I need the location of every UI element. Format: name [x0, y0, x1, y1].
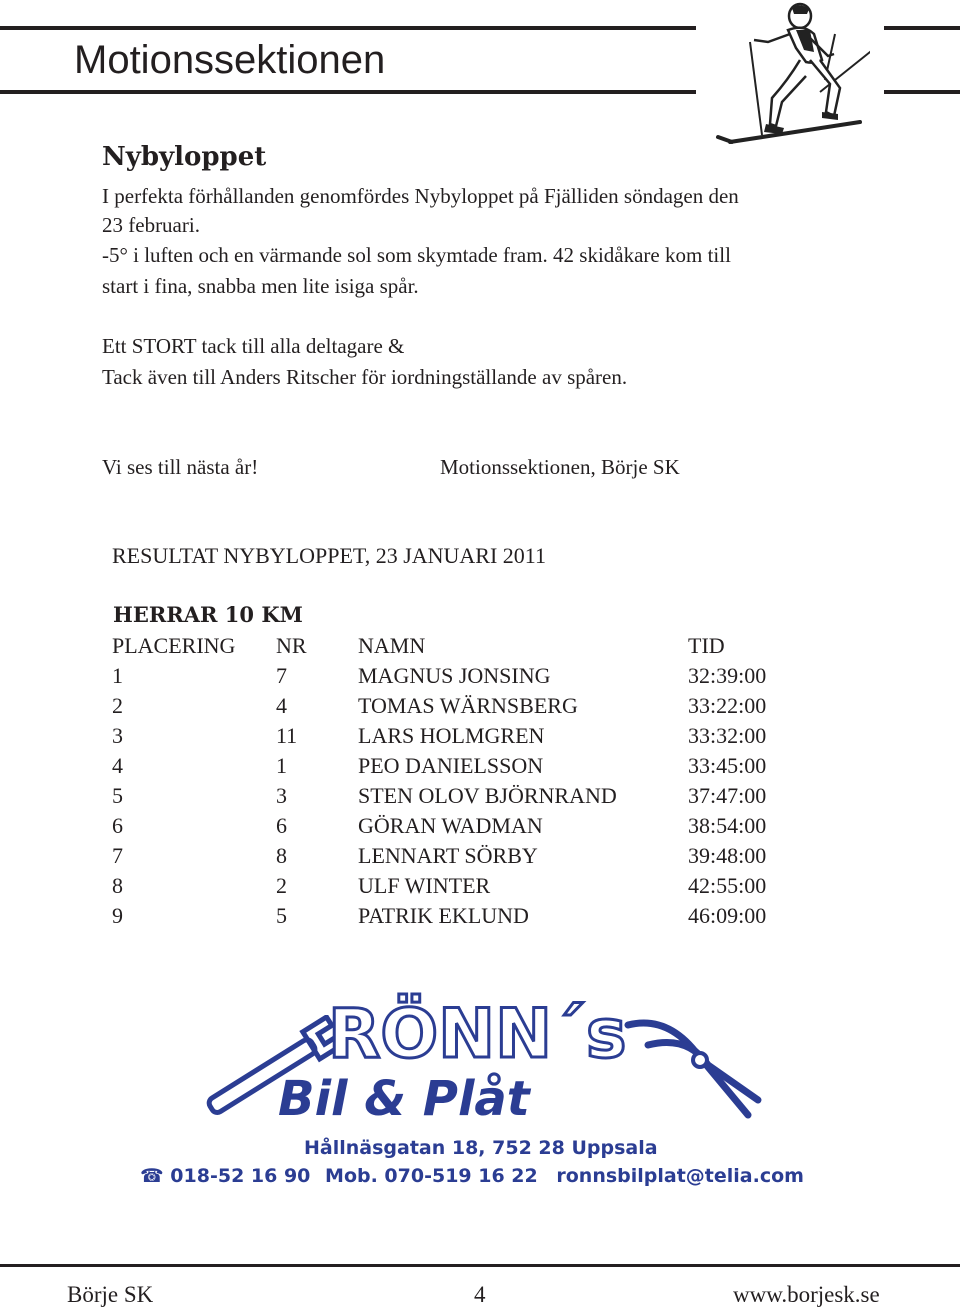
article-paragraph-line: Ett STORT tack till alla deltagare & — [102, 334, 405, 358]
page-header-title: Motionssektionen — [74, 38, 386, 82]
results-row — [112, 751, 812, 781]
result-nr: 4 — [276, 693, 287, 718]
results-row — [112, 721, 812, 751]
article-paragraph-line: I perfekta förhållanden genomfördes Nybyloppet på Fjälliden söndagen den — [102, 184, 739, 208]
results-row — [112, 781, 812, 811]
result-placering: 1 — [112, 663, 123, 688]
results-row — [112, 901, 812, 931]
header-rule-bottom-right — [884, 90, 960, 94]
result-tid: 38:54:00 — [688, 813, 767, 838]
column-header-placering: PLACERING — [112, 633, 236, 658]
header-rule-top-left — [0, 26, 696, 30]
result-tid: 37:47:00 — [688, 783, 767, 808]
result-namn: PEO DANIELSSON — [358, 753, 544, 778]
result-placering: 6 — [112, 813, 123, 838]
results-row — [112, 811, 812, 841]
result-namn: ULF WINTER — [358, 873, 491, 898]
result-tid: 33:45:00 — [688, 753, 767, 778]
result-namn: TOMAS WÄRNSBERG — [358, 693, 578, 718]
results-row — [112, 661, 812, 691]
footer-club-name: Börje SK — [67, 1282, 154, 1307]
header-rule-bottom-left — [0, 90, 696, 94]
result-placering: 9 — [112, 903, 123, 928]
ad-subtitle: Bil & Plåt — [278, 1071, 530, 1127]
skier-illustration — [710, 0, 870, 150]
phone-icon: ☎ — [140, 1165, 164, 1187]
ad-mobile: Mob. 070-519 16 22 — [325, 1165, 538, 1187]
result-tid: 32:39:00 — [688, 663, 767, 688]
article-signoff: Vi ses till nästa år! — [102, 455, 259, 479]
result-placering: 8 — [112, 873, 123, 898]
result-namn: LENNART SÖRBY — [358, 843, 538, 868]
article-paragraph-line: Tack även till Anders Ritscher för iordningställande av spåren. — [102, 365, 628, 389]
result-namn: STEN OLOV BJÖRNRAND — [358, 783, 617, 808]
result-tid: 42:55:00 — [688, 873, 767, 898]
article-paragraph-line: 23 februari. — [102, 213, 200, 237]
result-namn: MAGNUS JONSING — [358, 663, 551, 688]
article-paragraph-line: -5° i luften och en värmande sol som skymtade fram. 42 skidåkare kom till — [102, 243, 731, 267]
result-nr: 8 — [276, 843, 287, 868]
result-nr: 6 — [276, 813, 287, 838]
result-tid: 39:48:00 — [688, 843, 767, 868]
footer-page-number: 4 — [474, 1282, 486, 1307]
header-rule-top-right — [884, 26, 960, 30]
results-header-row — [112, 631, 812, 661]
article-paragraph-line: start i fina, snabba men lite isiga spår. — [102, 274, 419, 298]
ad-phone: 018-52 16 90 — [170, 1165, 311, 1187]
footer-rule — [0, 1264, 960, 1267]
results-category: HERRAR 10 KM — [113, 602, 303, 627]
result-placering: 5 — [112, 783, 123, 808]
ad-contact-line — [140, 1164, 804, 1188]
result-namn: PATRIK EKLUND — [358, 903, 529, 928]
ad-email: ronnsbilplat@telia.com — [556, 1165, 804, 1187]
result-nr: 2 — [276, 873, 287, 898]
ad-address: Hållnäsgatan 18, 752 28 Uppsala — [304, 1137, 658, 1159]
results-row — [112, 871, 812, 901]
result-placering: 4 — [112, 753, 123, 778]
footer-url: www.borjesk.se — [733, 1282, 880, 1307]
result-nr: 1 — [276, 753, 287, 778]
advertisement — [100, 995, 804, 1193]
column-header-nr: NR — [276, 633, 307, 658]
result-tid: 46:09:00 — [688, 903, 767, 928]
result-tid: 33:32:00 — [688, 723, 767, 748]
ad-brand-name: RÖNN´s — [328, 995, 627, 1074]
article-title: Nybyloppet — [102, 142, 267, 172]
article-signature: Motionssektionen, Börje SK — [440, 455, 680, 479]
results-row — [112, 841, 812, 871]
result-nr: 11 — [276, 723, 298, 748]
result-placering: 7 — [112, 843, 123, 868]
result-nr: 3 — [276, 783, 287, 808]
result-nr: 5 — [276, 903, 287, 928]
result-placering: 2 — [112, 693, 123, 718]
column-header-tid: TID — [688, 633, 725, 658]
result-namn: LARS HOLMGREN — [358, 723, 545, 748]
result-tid: 33:22:00 — [688, 693, 767, 718]
result-namn: GÖRAN WADMAN — [358, 813, 543, 838]
result-placering: 3 — [112, 723, 123, 748]
column-header-namn: NAMN — [358, 633, 426, 658]
results-heading: RESULTAT NYBYLOPPET, 23 JANUARI 2011 — [112, 543, 546, 568]
results-row — [112, 691, 812, 721]
pliers-icon — [608, 1005, 768, 1125]
result-nr: 7 — [276, 663, 287, 688]
